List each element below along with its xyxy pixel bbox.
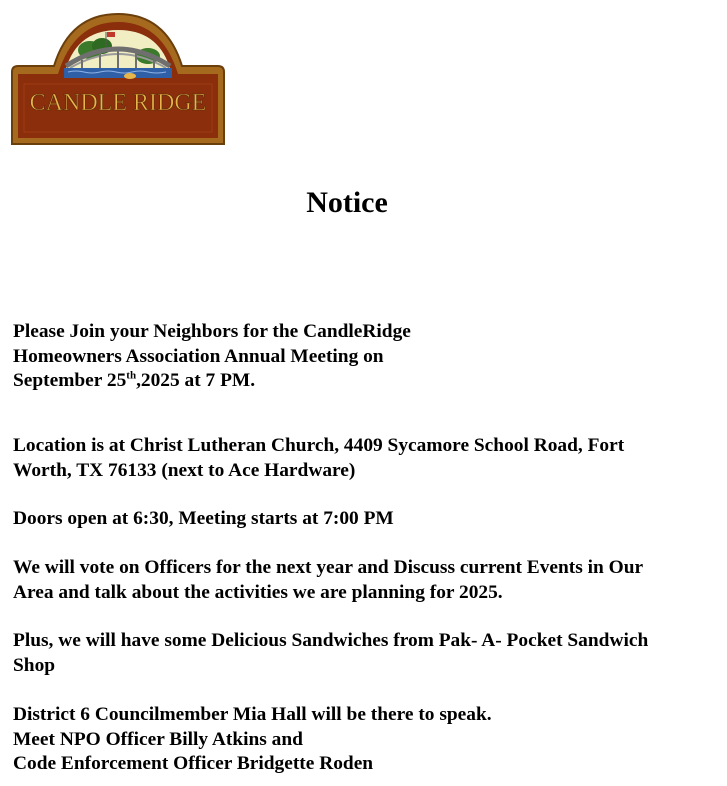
- location-paragraph: Location is at Christ Lutheran Church, 4409 Sycamore School Road, Fort Worth, TX 76133 (next to Ace Hardware): [13, 435, 625, 481]
- food-paragraph: Plus, we will have some Delicious Sandwiches from Pak- A- Pocket Sandwich Shop: [13, 630, 649, 676]
- schedule-paragraph: Doors open at 6:30, Meeting starts at 7:00 PM: [13, 508, 394, 529]
- candleridge-logo: [10, 10, 226, 146]
- meeting-announcement: [13, 320, 718, 394]
- meeting-time-text: ,2025 at 7 PM.: [136, 370, 256, 391]
- meeting-announcement-text: Please Join your Neighbors for the CandleRidge Homeowners Association Annual Meeting on September 25: [13, 321, 411, 391]
- page-title: Notice: [306, 186, 388, 219]
- candleridge-logo-graphic: [10, 10, 226, 146]
- speakers-paragraph: District 6 Councilmember Mia Hall will be there to speak. Meet NPO Officer Billy Atkins and Code Enforcement Officer Bridgette Roden: [13, 704, 492, 774]
- ordinal-suffix: th: [126, 369, 137, 382]
- logo-text: CANDLE RIDGE: [29, 90, 207, 116]
- agenda-paragraph: We will vote on Officers for the next year and Discuss current Events in Our Area and talk about the activities we are planning for 2025.: [13, 557, 644, 603]
